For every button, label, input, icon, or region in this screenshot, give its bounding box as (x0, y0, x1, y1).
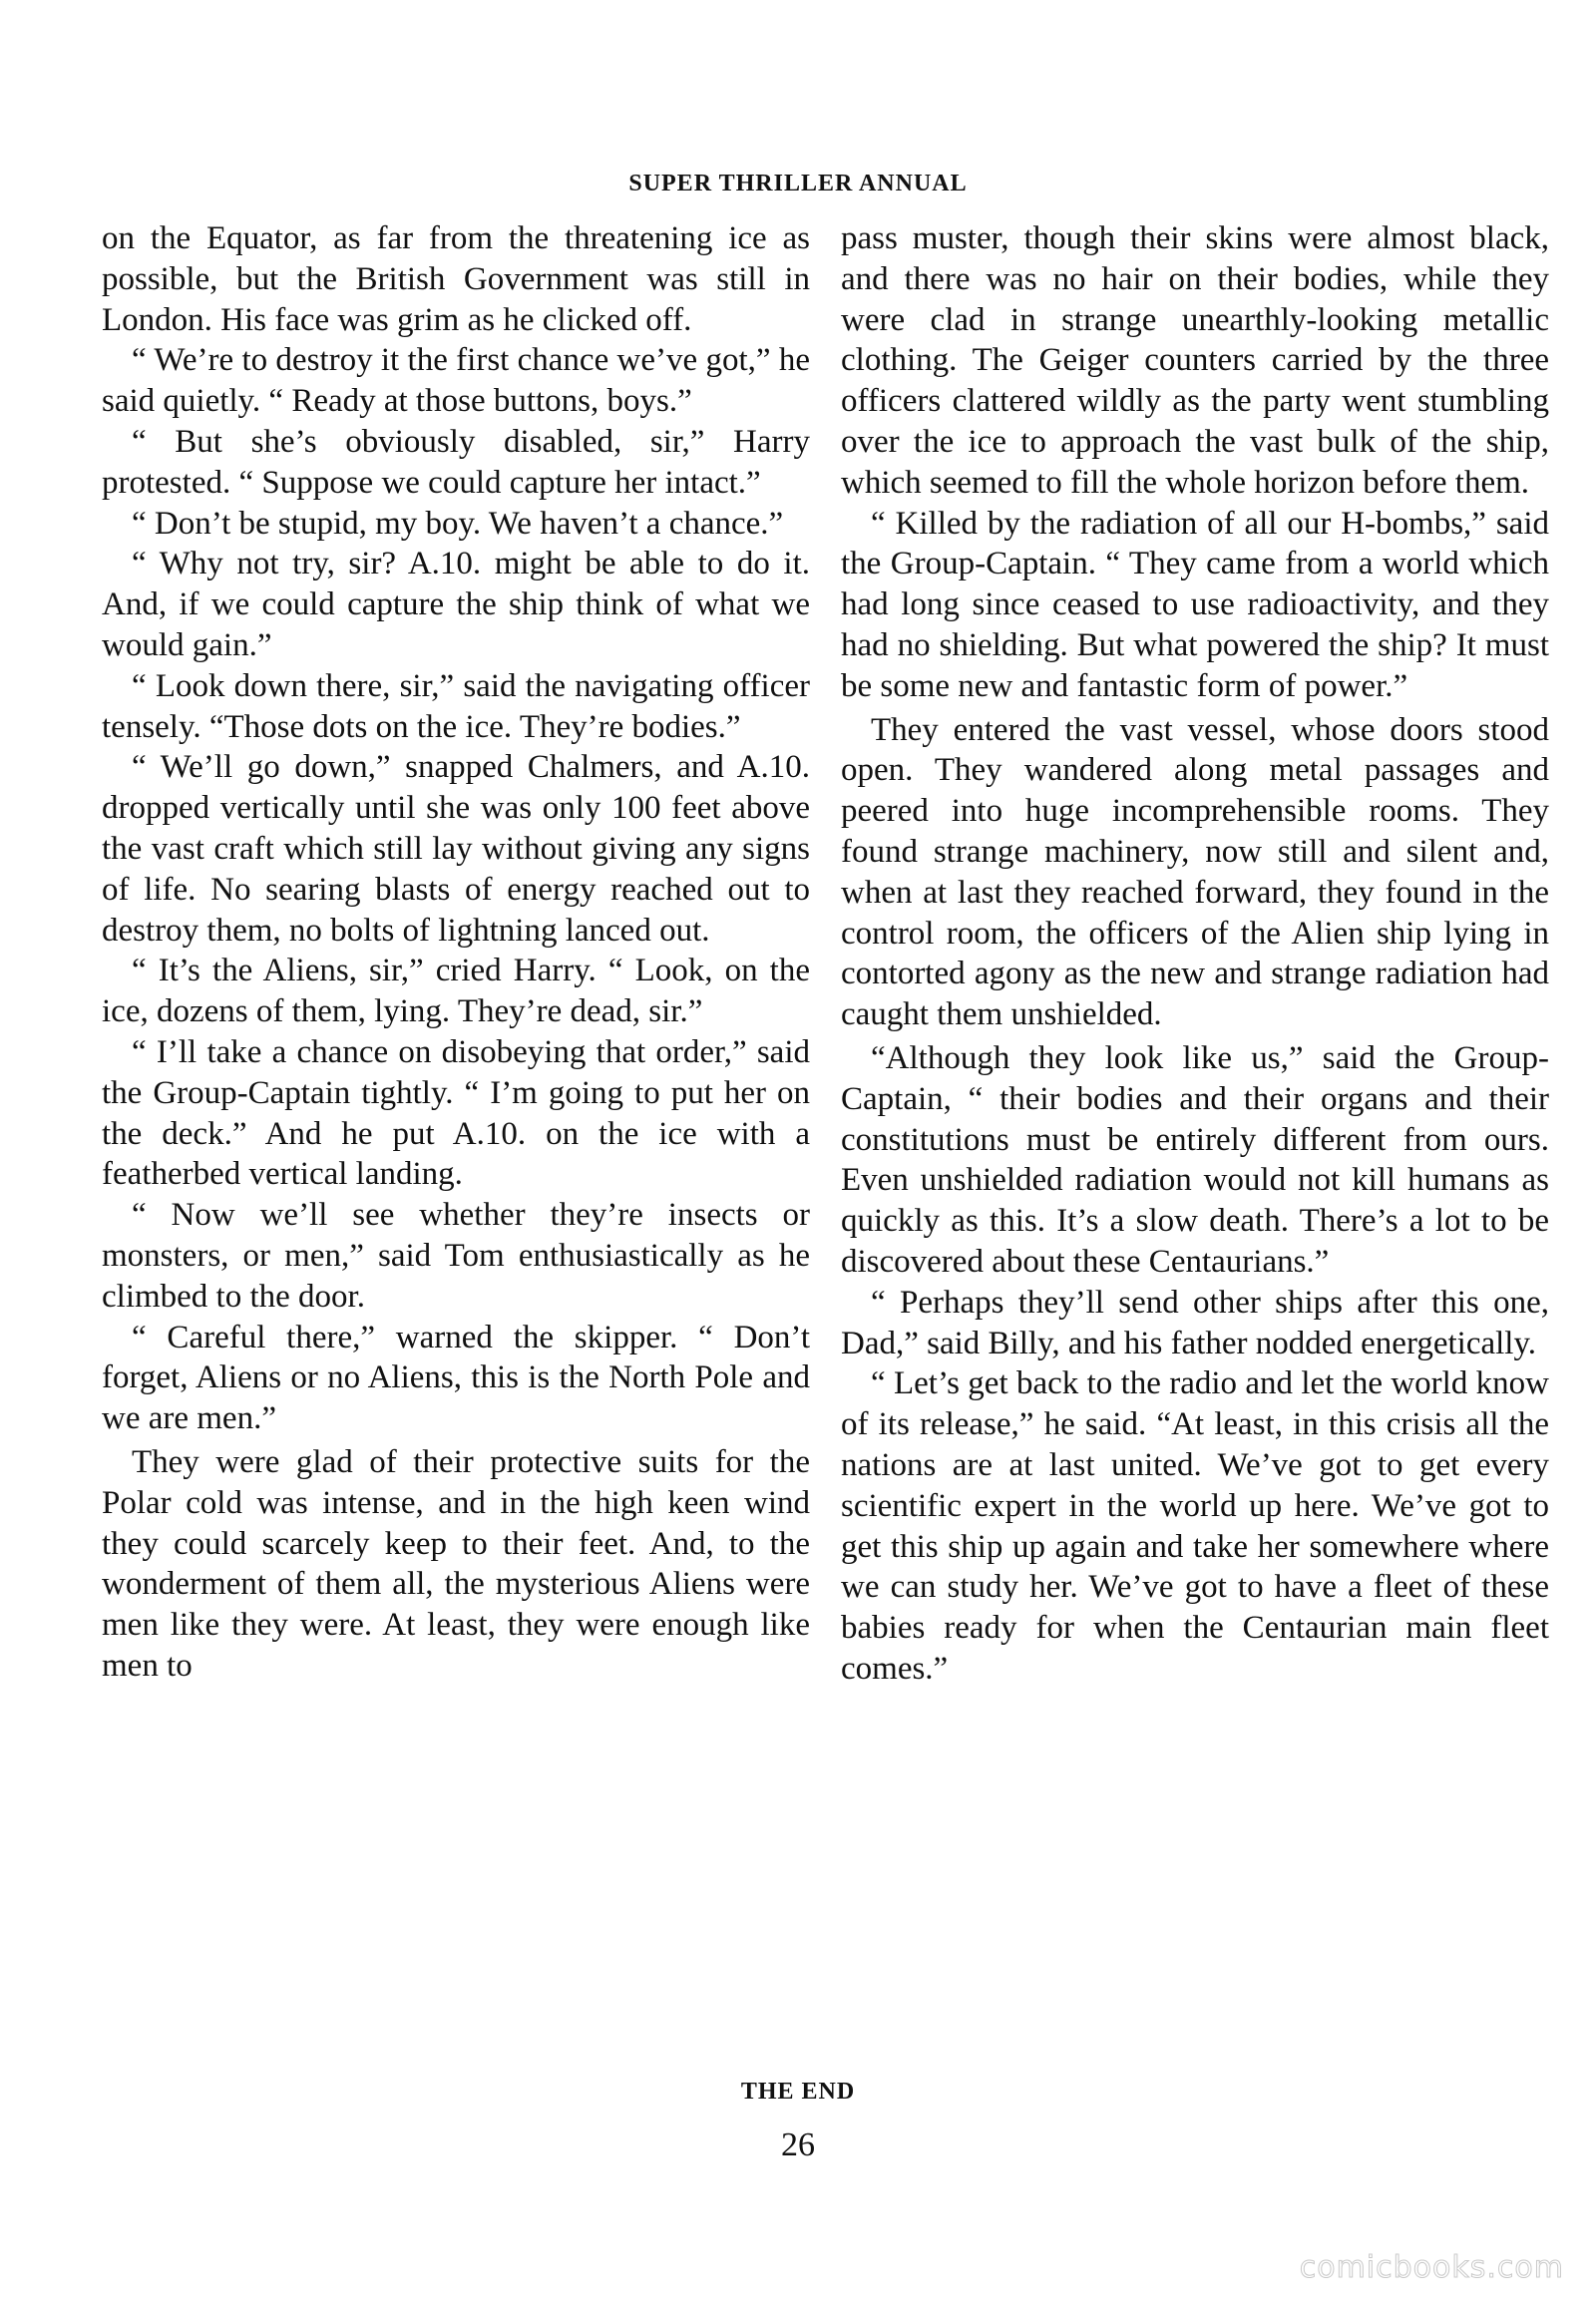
the-end-label: THE END (740, 2079, 856, 2105)
paragraph: “ Why not try, sir? A.10. might be able to do it. And, if we could capture the ship think of what we would gain.” (102, 546, 810, 663)
paragraph: “ We’re to destroy it the first chance we’ve got,” he said quietly. “ Ready at those buttons, boys.” (102, 342, 810, 420)
paragraph: “ But she’s obviously disabled, sir,” Harry protested. “ Suppose we could capture her intact.” (102, 423, 810, 501)
paragraph: “ We’ll go down,” snapped Chalmers, and A.10. dropped vertically until she was only 100 feet above the vast craft which still lay without giving any signs of life. No searing blasts of energy reached out to destroy them, no bolts of lightning lanced out. (102, 749, 810, 949)
right-column (841, 218, 1549, 1690)
paragraph: on the Equator, as far from the threatening ice as possible, but the British Government was still in London. His face was grim as he clicked off. (102, 220, 810, 338)
watermark-text: comicbooks.com (1299, 2250, 1564, 2285)
paragraph: They entered the vast vessel, whose doors stood open. They wandered along metal passages and peered into huge incomprehensible rooms. They found strange machinery, now still and silent and, when at last they reached forward, they found in the control room, the officers of the Alien ship lying in contorted agony as the new and strange radiation had caught them unshielded. (841, 711, 1549, 1033)
running-header: SUPER THRILLER ANNUAL (628, 171, 968, 196)
paragraph: “ Careful there,” warned the skipper. “ Don’t forget, Aliens or no Aliens, this is the North Pole and we are men.” (102, 1319, 810, 1437)
paragraph: “ Look down there, sir,” said the navigating officer tensely. “Those dots on the ice. They’re bodies.” (102, 667, 810, 745)
left-column (102, 218, 810, 1687)
paragraph: “ I’ll take a chance on disobeying that order,” said the Group-Captain tightly. “ I’m going to put her on the deck.” And he put A.10. on the ice with a featherbed vertical landing. (102, 1033, 810, 1193)
paragraph: “ It’s the Aliens, sir,” cried Harry. “ Look, on the ice, dozens of them, lying. They’re dead, sir.” (102, 953, 810, 1030)
paragraph: “ Killed by the radiation of all our H-bombs,” said the Group-Captain. “ They came from a world which had long since ceased to use radioactivity, and they had no shielding. But what powered the ship? It must be some new and fantastic form of power.” (841, 505, 1549, 704)
paragraph: “ Perhaps they’ll send other ships after this one, Dad,” said Billy, and his father nodded energetically. (841, 1284, 1549, 1361)
paragraph: “ Don’t be stupid, my boy. We haven’t a chance.” (132, 505, 784, 542)
paragraph: “ Now we’ll see whether they’re insects or monsters, or men,” said Tom enthusiastically as he climbed to the door. (102, 1197, 810, 1315)
paragraph: “Although they look like us,” said the Group-Captain, “ their bodies and their organs and their constitutions must be entirely different from ours. Even unshielded radiation would not kill humans as quickly as this. It’s a slow death. There’s a lot to be discovered about these Centaurians.” (841, 1039, 1549, 1280)
paragraph: pass muster, though their skins were almost black, and there was no hair on their bodies, while they were clad in strange unearthly-looking metallic clothing. The Geiger counters carried by the three officers clattered wildly as the party went stumbling over the ice to approach the vast bulk of the ship, which seemed to fill the whole horizon before them. (841, 220, 1549, 501)
paragraph: They were glad of their protective suits for the Polar cold was intense, and in the high keen wind they could scarcely keep to their feet. And, to the wonderment of them all, the mysterious Aliens were men like they were. At least, they were enough like men to (102, 1443, 810, 1684)
page-number: 26 (781, 2126, 815, 2163)
paragraph: “ Let’s get back to the radio and let the world know of its release,” he said. “At least, in this crisis all the nations are at last united. We’ve got to get every scientific expert in the world up here. We’ve got to get this ship up again and take her somewhere where we can study her. We’ve got to have a fleet of these babies ready for when the Centaurian main fleet comes.” (841, 1365, 1549, 1687)
